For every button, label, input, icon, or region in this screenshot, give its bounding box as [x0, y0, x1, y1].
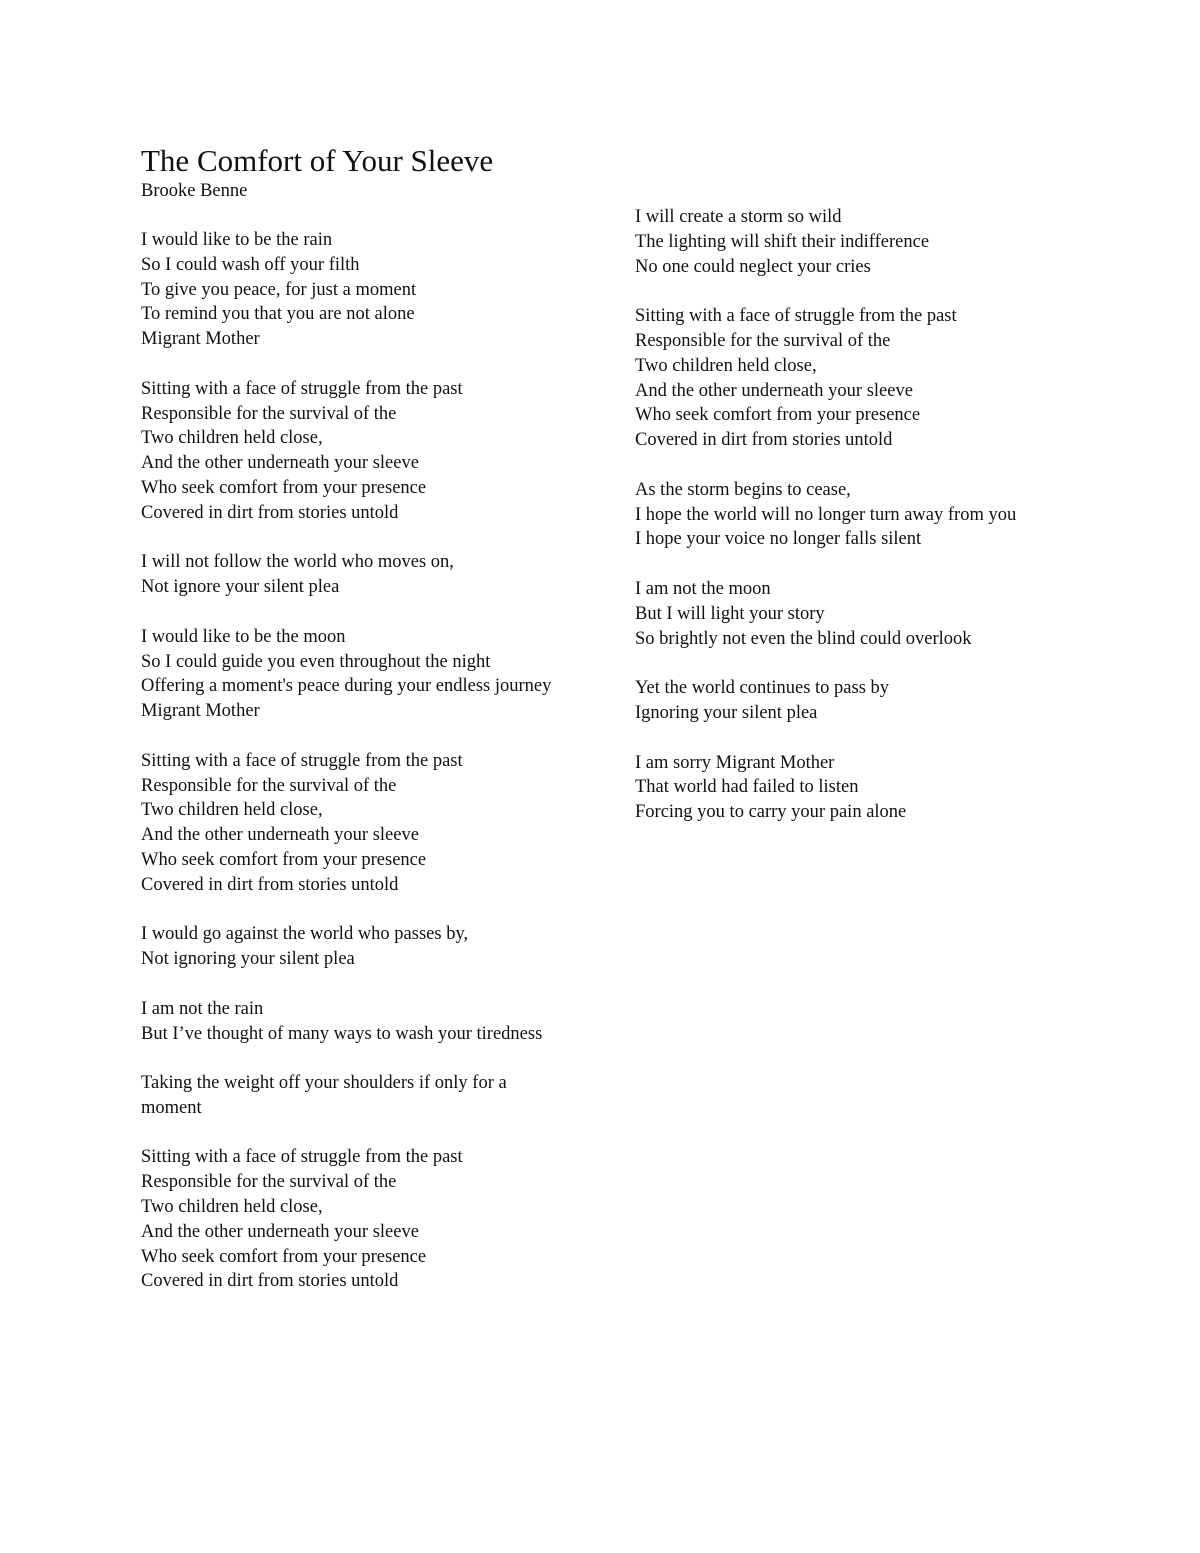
- poem-line: As the storm begins to cease,: [635, 479, 851, 500]
- poem-line: Migrant Mother: [141, 701, 260, 722]
- poem-line: But I will light your story: [635, 603, 825, 624]
- poem-line: Covered in dirt from stories untold: [141, 502, 399, 523]
- poem-line: To give you peace, for just a moment: [141, 279, 417, 300]
- stanza: [141, 1071, 566, 1121]
- poem-line: Ignoring your silent plea: [635, 702, 818, 723]
- poem-line: I would like to be the rain: [141, 230, 333, 250]
- poem-line: I will create a storm so wild: [635, 207, 842, 227]
- stanza: [635, 751, 1060, 825]
- poem-line: Covered in dirt from stories untold: [635, 430, 893, 451]
- poem-line: Who seek comfort from your presence: [635, 405, 921, 426]
- poem-line: No one could neglect your cries: [635, 256, 871, 277]
- poem-line: And the other underneath your sleeve: [141, 1221, 419, 1242]
- poem-line: Two children held close,: [141, 428, 323, 449]
- poem-line: I hope the world will no longer turn away from you: [635, 504, 1017, 525]
- stanza: [141, 377, 566, 526]
- poem-line: Sitting with a face of struggle from the past: [141, 750, 463, 771]
- poem-line: Taking the weight off your shoulders if only for a moment: [141, 1073, 507, 1118]
- right-column: [635, 205, 1060, 850]
- poem-line: Responsible for the survival of the: [141, 775, 397, 796]
- poem-line: To remind you that you are not alone: [141, 304, 415, 325]
- poem-line: Responsible for the survival of the: [141, 1172, 397, 1193]
- stanza: [635, 304, 1060, 453]
- poem-line: Two children held close,: [141, 1197, 323, 1218]
- poem-line: I hope your voice no longer falls silent: [635, 529, 922, 550]
- poem-line: And the other underneath your sleeve: [141, 825, 419, 846]
- poem-line: Responsible for the survival of the: [635, 330, 891, 351]
- poem-line: The lighting will shift their indifference: [635, 231, 930, 252]
- poem-line: Yet the world continues to pass by: [635, 678, 890, 699]
- stanza: [141, 550, 566, 600]
- poem-line: Who seek comfort from your presence: [141, 477, 427, 498]
- poem-line: I am not the moon: [635, 578, 771, 599]
- stanza: [141, 749, 566, 898]
- stanza: [635, 676, 1060, 726]
- poem-line: Covered in dirt from stories untold: [141, 874, 399, 895]
- poem-line: So brightly not even the blind could overlook: [635, 628, 972, 649]
- poem-line: And the other underneath your sleeve: [141, 453, 419, 474]
- poem-line: But I’ve thought of many ways to wash your tiredness: [141, 1023, 543, 1044]
- poem-line: Two children held close,: [635, 355, 817, 376]
- poem-line: That world had failed to listen: [635, 777, 859, 798]
- poem-line: I am not the rain: [141, 998, 264, 1019]
- poem-line: I am sorry Migrant Mother: [635, 752, 835, 773]
- poem-line: Offering a moment's peace during your endless journey: [141, 676, 552, 697]
- poem-line: So I could wash off your filth: [141, 254, 360, 275]
- poem-line: Two children held close,: [141, 800, 323, 821]
- stanza: [141, 1145, 566, 1294]
- poem-line: Migrant Mother: [141, 329, 260, 350]
- poem-line: Not ignore your silent plea: [141, 577, 340, 598]
- left-column: [141, 228, 566, 1319]
- poem-line: Who seek comfort from your presence: [141, 1246, 427, 1267]
- poem-line: Forcing you to carry your pain alone: [635, 802, 907, 823]
- poem-line: Sitting with a face of struggle from the past: [141, 1147, 463, 1168]
- poem-line: Responsible for the survival of the: [141, 403, 397, 424]
- stanza: [635, 577, 1060, 651]
- poem-line: Who seek comfort from your presence: [141, 849, 427, 870]
- poem-author: Brooke Benne: [141, 181, 248, 201]
- poem-line: Sitting with a face of struggle from the past: [141, 378, 463, 399]
- poem-line: And the other underneath your sleeve: [635, 380, 913, 401]
- poem-line: Not ignoring your silent plea: [141, 949, 355, 970]
- poem-line: So I could guide you even throughout the night: [141, 651, 491, 672]
- poem-line: Sitting with a face of struggle from the past: [635, 306, 957, 327]
- stanza: [635, 205, 1060, 279]
- stanza: [141, 228, 566, 352]
- stanza: [141, 922, 566, 972]
- poem-line: I would like to be the moon: [141, 626, 346, 647]
- stanza: [635, 478, 1060, 552]
- poem-title: The Comfort of Your Sleeve: [141, 143, 494, 178]
- poem-line: I will not follow the world who moves on,: [141, 552, 454, 573]
- stanza: [141, 997, 566, 1047]
- stanza: [141, 625, 566, 724]
- poem-line: I would go against the world who passes by,: [141, 924, 469, 945]
- poem-line: Covered in dirt from stories untold: [141, 1271, 399, 1292]
